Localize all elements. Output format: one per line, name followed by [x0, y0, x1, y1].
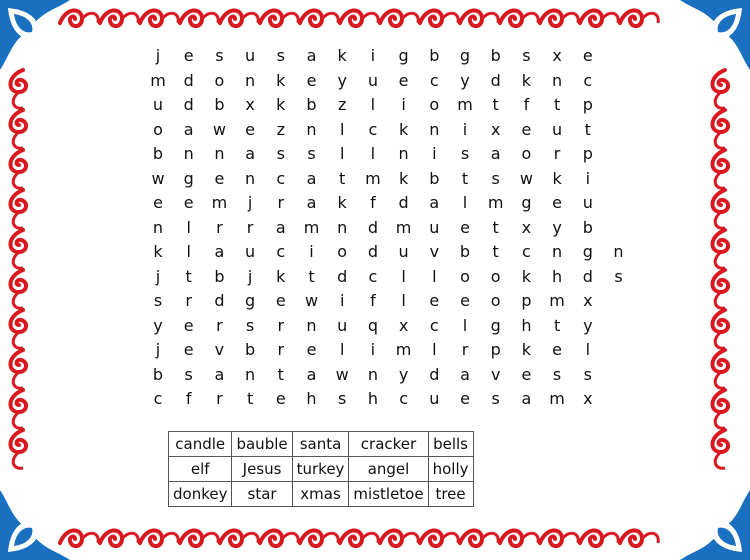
grid-letter[interactable]: t	[339, 168, 346, 188]
grid-letter[interactable]: d	[490, 70, 501, 90]
grid-letter[interactable]: e	[521, 119, 532, 139]
grid-letter[interactable]: n	[245, 364, 256, 384]
grid-letter[interactable]: u	[152, 95, 164, 114]
grid-letter[interactable]: j	[247, 193, 253, 212]
grid-letter[interactable]: a	[521, 389, 532, 408]
grid-letter[interactable]: o	[521, 144, 532, 163]
grid-letter[interactable]: k	[398, 119, 409, 139]
grid-letter[interactable]: k	[521, 340, 532, 359]
grid-letter[interactable]: r	[216, 389, 223, 408]
grid-letter[interactable]: m	[211, 193, 228, 212]
grid-letter[interactable]: z	[276, 119, 285, 139]
grid-letter[interactable]: l	[432, 266, 437, 286]
grid-letter[interactable]: e	[460, 217, 470, 237]
grid-letter[interactable]: m	[150, 70, 166, 90]
grid-letter[interactable]: n	[429, 119, 440, 139]
grid-letter[interactable]: s	[491, 389, 500, 408]
grid-letter[interactable]: j	[247, 266, 253, 286]
grid-letter[interactable]: s	[583, 364, 592, 384]
corner-ornament-top-right	[680, 0, 750, 70]
grid-letter[interactable]: h	[367, 389, 378, 408]
grid-letter[interactable]: f	[185, 389, 192, 408]
grid-letter[interactable]: o	[429, 95, 440, 114]
word-list-item: angel	[349, 457, 428, 482]
grid-letter[interactable]: e	[275, 389, 286, 408]
grid-letter[interactable]: j	[155, 340, 161, 359]
grid-letter[interactable]: a	[306, 46, 317, 65]
grid-letter[interactable]: b	[152, 144, 164, 163]
grid-letter[interactable]: x	[490, 119, 501, 139]
grid-letter[interactable]: i	[462, 119, 468, 139]
grid-letter[interactable]: a	[275, 217, 286, 237]
grid-letter[interactable]: n	[152, 217, 164, 237]
grid-letter[interactable]: e	[582, 46, 593, 65]
corner-ornament-top-left	[0, 0, 70, 70]
grid-letter[interactable]: p	[582, 95, 593, 114]
grid-letter[interactable]: b	[214, 266, 225, 286]
grid-letter[interactable]: e	[306, 340, 317, 359]
grid-letter[interactable]: s	[307, 144, 316, 163]
grid-letter[interactable]: n	[214, 144, 225, 163]
word-list-row	[169, 457, 474, 482]
grid-letter[interactable]: b	[245, 340, 256, 359]
grid-letter[interactable]: o	[460, 266, 470, 286]
grid-letter[interactable]: g	[521, 193, 532, 212]
grid-letter[interactable]: k	[398, 168, 409, 188]
grid-letter[interactable]: k	[276, 70, 286, 90]
grid-letter[interactable]: f	[523, 95, 530, 114]
grid-letter[interactable]: e	[429, 291, 440, 310]
grid-letter[interactable]: t	[277, 364, 284, 384]
grid-letter[interactable]: o	[214, 70, 225, 90]
grid-letter[interactable]: l	[339, 144, 345, 163]
left-border	[10, 70, 26, 468]
grid-letter[interactable]: d	[183, 95, 194, 114]
grid-letter[interactable]: y	[552, 217, 562, 237]
grid-letter[interactable]: f	[370, 193, 376, 212]
grid-letter[interactable]: d	[398, 193, 409, 212]
grid-letter[interactable]: k	[337, 193, 347, 212]
grid-letter[interactable]: l	[462, 315, 468, 335]
grid-letter[interactable]: t	[492, 95, 499, 114]
word-list-item: turkey	[292, 457, 349, 482]
grid-letter[interactable]: c	[429, 315, 439, 335]
grid-letter[interactable]: m	[365, 168, 381, 188]
grid-letter[interactable]: s	[153, 291, 163, 310]
word-list-item: holly	[428, 457, 473, 482]
grid-letter[interactable]: l	[585, 340, 591, 359]
grid-letter[interactable]: b	[214, 95, 225, 114]
grid-letter[interactable]: a	[306, 364, 317, 384]
grid-letter[interactable]: e	[460, 389, 470, 408]
grid-letter[interactable]: c	[429, 70, 439, 90]
grid-letter[interactable]: u	[398, 242, 409, 261]
grid-letter[interactable]: h	[552, 266, 563, 286]
grid-letter[interactable]: h	[521, 315, 532, 335]
top-border	[60, 10, 658, 26]
grid-letter[interactable]: a	[429, 193, 440, 212]
grid-letter[interactable]: s	[276, 144, 285, 163]
grid-letter[interactable]: g	[183, 168, 194, 188]
grid-letter[interactable]: d	[183, 70, 194, 90]
grid-letter[interactable]: l	[370, 144, 376, 163]
grid-letter[interactable]: e	[245, 119, 256, 139]
grid-letter[interactable]: m	[549, 291, 565, 310]
word-list-table	[168, 431, 474, 507]
grid-letter[interactable]: i	[432, 144, 437, 163]
grid-letter[interactable]: r	[277, 193, 285, 212]
grid-letter[interactable]: t	[246, 389, 254, 408]
grid-letter[interactable]: c	[153, 389, 163, 408]
grid-letter[interactable]: g	[245, 291, 256, 310]
grid-letter[interactable]: s	[245, 315, 255, 335]
word-list-item: elf	[169, 457, 232, 482]
word-list-item: tree	[428, 482, 473, 507]
grid-letter[interactable]: m	[487, 193, 504, 212]
word-list-item: mistletoe	[349, 482, 428, 507]
grid-letter[interactable]: e	[183, 193, 194, 212]
grid-letter[interactable]: p	[490, 340, 501, 359]
grid-letter[interactable]: k	[552, 168, 562, 188]
grid-letter[interactable]: b	[429, 46, 440, 65]
grid-letter[interactable]: v	[214, 340, 225, 359]
grid-letter[interactable]: s	[522, 46, 531, 65]
grid-letter[interactable]: o	[153, 119, 163, 139]
grid-letter[interactable]: s	[338, 389, 347, 408]
corner-ornament-bottom-left	[0, 490, 70, 560]
grid-letter[interactable]: l	[370, 95, 376, 114]
grid-letter[interactable]: t	[492, 217, 499, 237]
grid-letter[interactable]: e	[214, 168, 225, 188]
grid-letter[interactable]: c	[276, 242, 286, 261]
grid-letter[interactable]: u	[429, 389, 440, 408]
grid-letter[interactable]: d	[337, 266, 348, 286]
grid-letter[interactable]: i	[401, 95, 406, 114]
grid-letter[interactable]: k	[276, 266, 286, 286]
word-list-item: donkey	[169, 482, 232, 507]
grid-letter[interactable]: r	[246, 217, 254, 237]
word-list-item: Jesus	[232, 457, 292, 482]
right-border	[712, 70, 728, 468]
grid-letter[interactable]: e	[183, 340, 194, 359]
grid-letter[interactable]: c	[368, 119, 378, 139]
grid-letter[interactable]: l	[462, 193, 468, 212]
grid-letter[interactable]: y	[153, 315, 163, 335]
word-list-item: cracker	[349, 432, 428, 457]
grid-letter[interactable]: e	[183, 46, 194, 65]
grid-letter[interactable]: n	[306, 119, 317, 139]
grid-letter[interactable]: c	[583, 70, 593, 90]
grid-letter[interactable]: d	[367, 242, 378, 261]
grid-letter[interactable]: l	[401, 291, 406, 310]
grid-letter[interactable]: p	[582, 144, 593, 163]
grid-letter[interactable]: l	[339, 340, 345, 359]
grid-letter[interactable]: w	[335, 364, 349, 384]
grid-letter[interactable]: n	[367, 364, 378, 384]
grid-letter[interactable]: a	[214, 242, 225, 261]
grid-letter[interactable]: h	[306, 389, 317, 408]
grid-letter[interactable]: k	[276, 95, 286, 114]
grid-letter[interactable]: i	[370, 46, 376, 65]
grid-letter[interactable]: l	[186, 242, 191, 261]
grid-letter[interactable]: k	[521, 266, 532, 286]
grid-letter[interactable]: x	[245, 95, 255, 114]
grid-letter[interactable]: d	[582, 266, 593, 286]
grid-letter[interactable]: e	[552, 193, 563, 212]
grid-letter[interactable]: s	[215, 46, 224, 65]
grid-letter[interactable]: b	[459, 242, 471, 261]
grid-letter[interactable]: g	[490, 315, 501, 335]
grid-letter[interactable]: b	[490, 46, 501, 65]
grid-letter[interactable]: t	[492, 242, 499, 261]
grid-letter[interactable]: s	[460, 144, 470, 163]
grid-letter[interactable]: e	[275, 291, 286, 310]
grid-letter[interactable]: g	[582, 242, 593, 261]
word-list-item: santa	[292, 432, 349, 457]
grid-letter[interactable]: c	[399, 389, 408, 408]
grid-letter[interactable]: n	[183, 144, 194, 163]
grid-letter[interactable]: n	[306, 315, 317, 335]
word-list-item: bells	[428, 432, 473, 457]
grid-letter[interactable]: o	[490, 291, 501, 310]
grid-letter[interactable]: e	[521, 364, 532, 384]
grid-letter[interactable]: u	[582, 193, 593, 212]
grid-letter[interactable]: a	[306, 168, 317, 188]
grid-letter[interactable]: t	[584, 119, 591, 139]
word-list-item: star	[232, 482, 292, 507]
word-list-item: candle	[169, 432, 232, 457]
grid-letter[interactable]: l	[339, 119, 345, 139]
grid-letter[interactable]: n	[552, 242, 563, 261]
grid-letter[interactable]: d	[367, 217, 378, 237]
grid-letter[interactable]: n	[613, 242, 624, 261]
grid-letter[interactable]: a	[183, 119, 194, 139]
grid-letter[interactable]: l	[186, 217, 191, 237]
grid-letter[interactable]: u	[552, 119, 563, 139]
grid-letter[interactable]: y	[460, 70, 470, 90]
grid-letter[interactable]: s	[184, 364, 193, 384]
grid-letter[interactable]: x	[583, 291, 593, 310]
grid-letter[interactable]: w	[151, 168, 165, 188]
grid-letter[interactable]: u	[367, 70, 378, 90]
grid-letter[interactable]: s	[552, 364, 562, 384]
grid-letter[interactable]: u	[337, 315, 348, 335]
grid-letter[interactable]: o	[337, 242, 348, 261]
grid-letter[interactable]: y	[337, 70, 347, 90]
grid-letter[interactable]: e	[306, 70, 317, 90]
grid-letter[interactable]: m	[549, 389, 565, 408]
grid-letter[interactable]: t	[185, 266, 192, 286]
word-list-row	[169, 482, 474, 507]
grid-letter[interactable]: e	[460, 291, 470, 310]
grid-letter[interactable]: n	[245, 70, 256, 90]
grid-letter[interactable]: x	[398, 315, 409, 335]
grid-letter[interactable]: f	[370, 291, 376, 310]
grid-letter[interactable]: i	[339, 291, 345, 310]
grid-letter[interactable]: d	[429, 364, 440, 384]
grid-letter[interactable]: g	[398, 46, 409, 65]
grid-letter[interactable]: u	[245, 46, 256, 65]
grid-letter[interactable]: r	[185, 291, 192, 310]
grid-letter[interactable]: r	[553, 144, 561, 163]
grid-letter[interactable]: x	[552, 46, 562, 65]
grid-letter[interactable]: r	[277, 340, 285, 359]
word-list-item: xmas	[292, 482, 349, 507]
grid-letter[interactable]: a	[306, 193, 317, 212]
grid-letter[interactable]: g	[459, 46, 471, 65]
word-list-item: bauble	[232, 432, 292, 457]
grid-letter[interactable]: z	[337, 95, 347, 114]
grid-letter[interactable]: a	[214, 364, 225, 384]
grid-letter[interactable]: n	[398, 144, 409, 163]
grid-letter[interactable]: b	[429, 168, 440, 188]
grid-letter[interactable]: m	[303, 217, 320, 237]
grid-letter[interactable]: k	[521, 70, 532, 90]
grid-letter[interactable]: w	[304, 291, 319, 310]
grid-letter[interactable]: s	[491, 168, 500, 188]
grid-letter[interactable]: r	[216, 315, 223, 335]
grid-letter[interactable]: u	[245, 242, 256, 261]
grid-letter[interactable]: k	[153, 242, 163, 261]
grid-letter[interactable]: b	[306, 95, 317, 114]
word-list-row	[169, 432, 474, 457]
grid-letter[interactable]: x	[583, 389, 593, 408]
grid-letter[interactable]: y	[583, 315, 593, 335]
grid-letter[interactable]: i	[585, 168, 591, 188]
grid-letter[interactable]: r	[277, 315, 285, 335]
grid-letter[interactable]: a	[245, 144, 255, 163]
grid-letter[interactable]: d	[214, 291, 225, 310]
grid-letter[interactable]: l	[432, 340, 437, 359]
grid-letter[interactable]: e	[552, 340, 563, 359]
grid-letter[interactable]: m	[395, 217, 412, 237]
grid-letter[interactable]: a	[490, 144, 501, 163]
grid-letter[interactable]: t	[308, 266, 315, 286]
grid-letter[interactable]: e	[398, 70, 409, 90]
grid-letter[interactable]: r	[461, 340, 469, 359]
grid-letter[interactable]: m	[457, 95, 473, 114]
corner-ornament-bottom-right	[680, 490, 750, 560]
grid-letter[interactable]: s	[614, 266, 623, 286]
grid-letter[interactable]: i	[370, 340, 376, 359]
grid-letter[interactable]: v	[429, 242, 440, 261]
word-search-grid	[146, 46, 624, 426]
grid-letter[interactable]: s	[276, 46, 285, 65]
grid-letter[interactable]: o	[490, 266, 501, 286]
grid-letter[interactable]: j	[155, 266, 161, 286]
grid-letter[interactable]: p	[521, 291, 532, 310]
grid-letter[interactable]: t	[553, 95, 561, 114]
grid-letter[interactable]: u	[429, 217, 440, 237]
grid-letter[interactable]: c	[368, 266, 378, 286]
grid-letter[interactable]: t	[461, 168, 469, 188]
grid-letter[interactable]: y	[398, 364, 409, 384]
grid-letter[interactable]: w	[212, 119, 226, 139]
grid-letter[interactable]: x	[521, 217, 532, 237]
grid-letter[interactable]: w	[519, 168, 533, 188]
grid-letter[interactable]: e	[183, 315, 194, 335]
grid-letter[interactable]: v	[490, 364, 501, 384]
grid-letter[interactable]: j	[155, 46, 161, 65]
grid-letter[interactable]: a	[460, 364, 470, 384]
grid-letter[interactable]: m	[395, 340, 412, 359]
grid-letter[interactable]: k	[337, 46, 347, 65]
grid-letter[interactable]: b	[152, 364, 164, 384]
grid-letter[interactable]: n	[552, 70, 563, 90]
grid-letter[interactable]: b	[582, 217, 593, 237]
grid-letter[interactable]: n	[245, 168, 256, 188]
grid-letter[interactable]: c	[276, 168, 286, 188]
grid-letter[interactable]: q	[367, 315, 378, 335]
bottom-border	[60, 530, 658, 546]
grid-letter[interactable]: c	[521, 242, 531, 261]
grid-letter[interactable]: e	[153, 193, 163, 212]
grid-letter[interactable]: r	[216, 217, 223, 237]
grid-letter[interactable]: t	[553, 315, 561, 335]
grid-letter[interactable]: l	[401, 266, 406, 286]
grid-letter[interactable]: n	[337, 217, 348, 237]
grid-letter[interactable]: i	[309, 242, 314, 261]
